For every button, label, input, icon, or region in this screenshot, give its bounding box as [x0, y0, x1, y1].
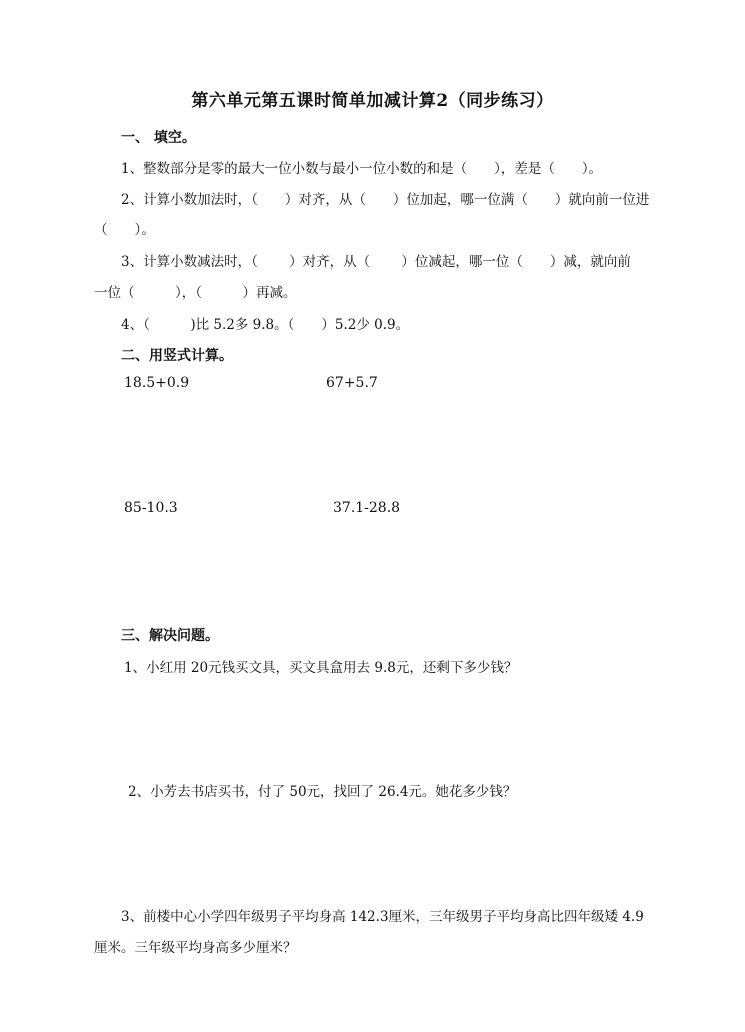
question-3-line-2: 一位（ ），（ ）再减。 — [94, 285, 297, 301]
section-vertical-calc-heading: 二、用竖式计算。 — [121, 348, 233, 364]
calc-item-2: 67+5.7 — [326, 375, 378, 391]
section-fill-blank-heading: 一、 填空。 — [121, 130, 196, 146]
question-2-line-1: 2、计算小数加法时，（ ）对齐，从（ ）位加起，哪一位满（ ）就向前一位进 — [121, 192, 650, 208]
question-2-line-2: （ ）。 — [94, 222, 155, 238]
problem-3-line-2: 厘米。三年级平均身高多少厘米？ — [94, 940, 297, 956]
question-4: 4、（ )比 5.2多 9.8。（ ）5.2少 0.9。 — [121, 317, 410, 333]
section-problems-heading: 三、解决问题。 — [121, 628, 219, 644]
problem-2: 2、小芳去书店买书，付了 50元，找回了 26.4元。她花多少钱？ — [128, 784, 517, 800]
problem-3-line-1: 3、前楼中心小学四年级男子平均身高 142.3厘米，三年级男子平均身高比四年级矮 4.9 — [121, 909, 644, 925]
calc-item-4: 37.1-28.8 — [333, 500, 401, 516]
page-title: 第六单元第五课时简单加减计算2（同步练习） — [191, 91, 554, 111]
calc-item-1: 18.5+0.9 — [124, 375, 190, 391]
question-1: 1、整数部分是零的最大一位小数与最小一位小数的和是（ ），差是（ ）。 — [121, 161, 603, 177]
calc-item-3: 85-10.3 — [124, 500, 178, 516]
question-3-line-1: 3、计算小数减法时，（ ）对齐，从（ ）位减起，哪一位（ ）减，就向前 — [121, 254, 631, 270]
problem-1: 1、小红用 20元钱买文具，买文具盒用去 9.8元，还剩下多少钱？ — [124, 660, 518, 676]
